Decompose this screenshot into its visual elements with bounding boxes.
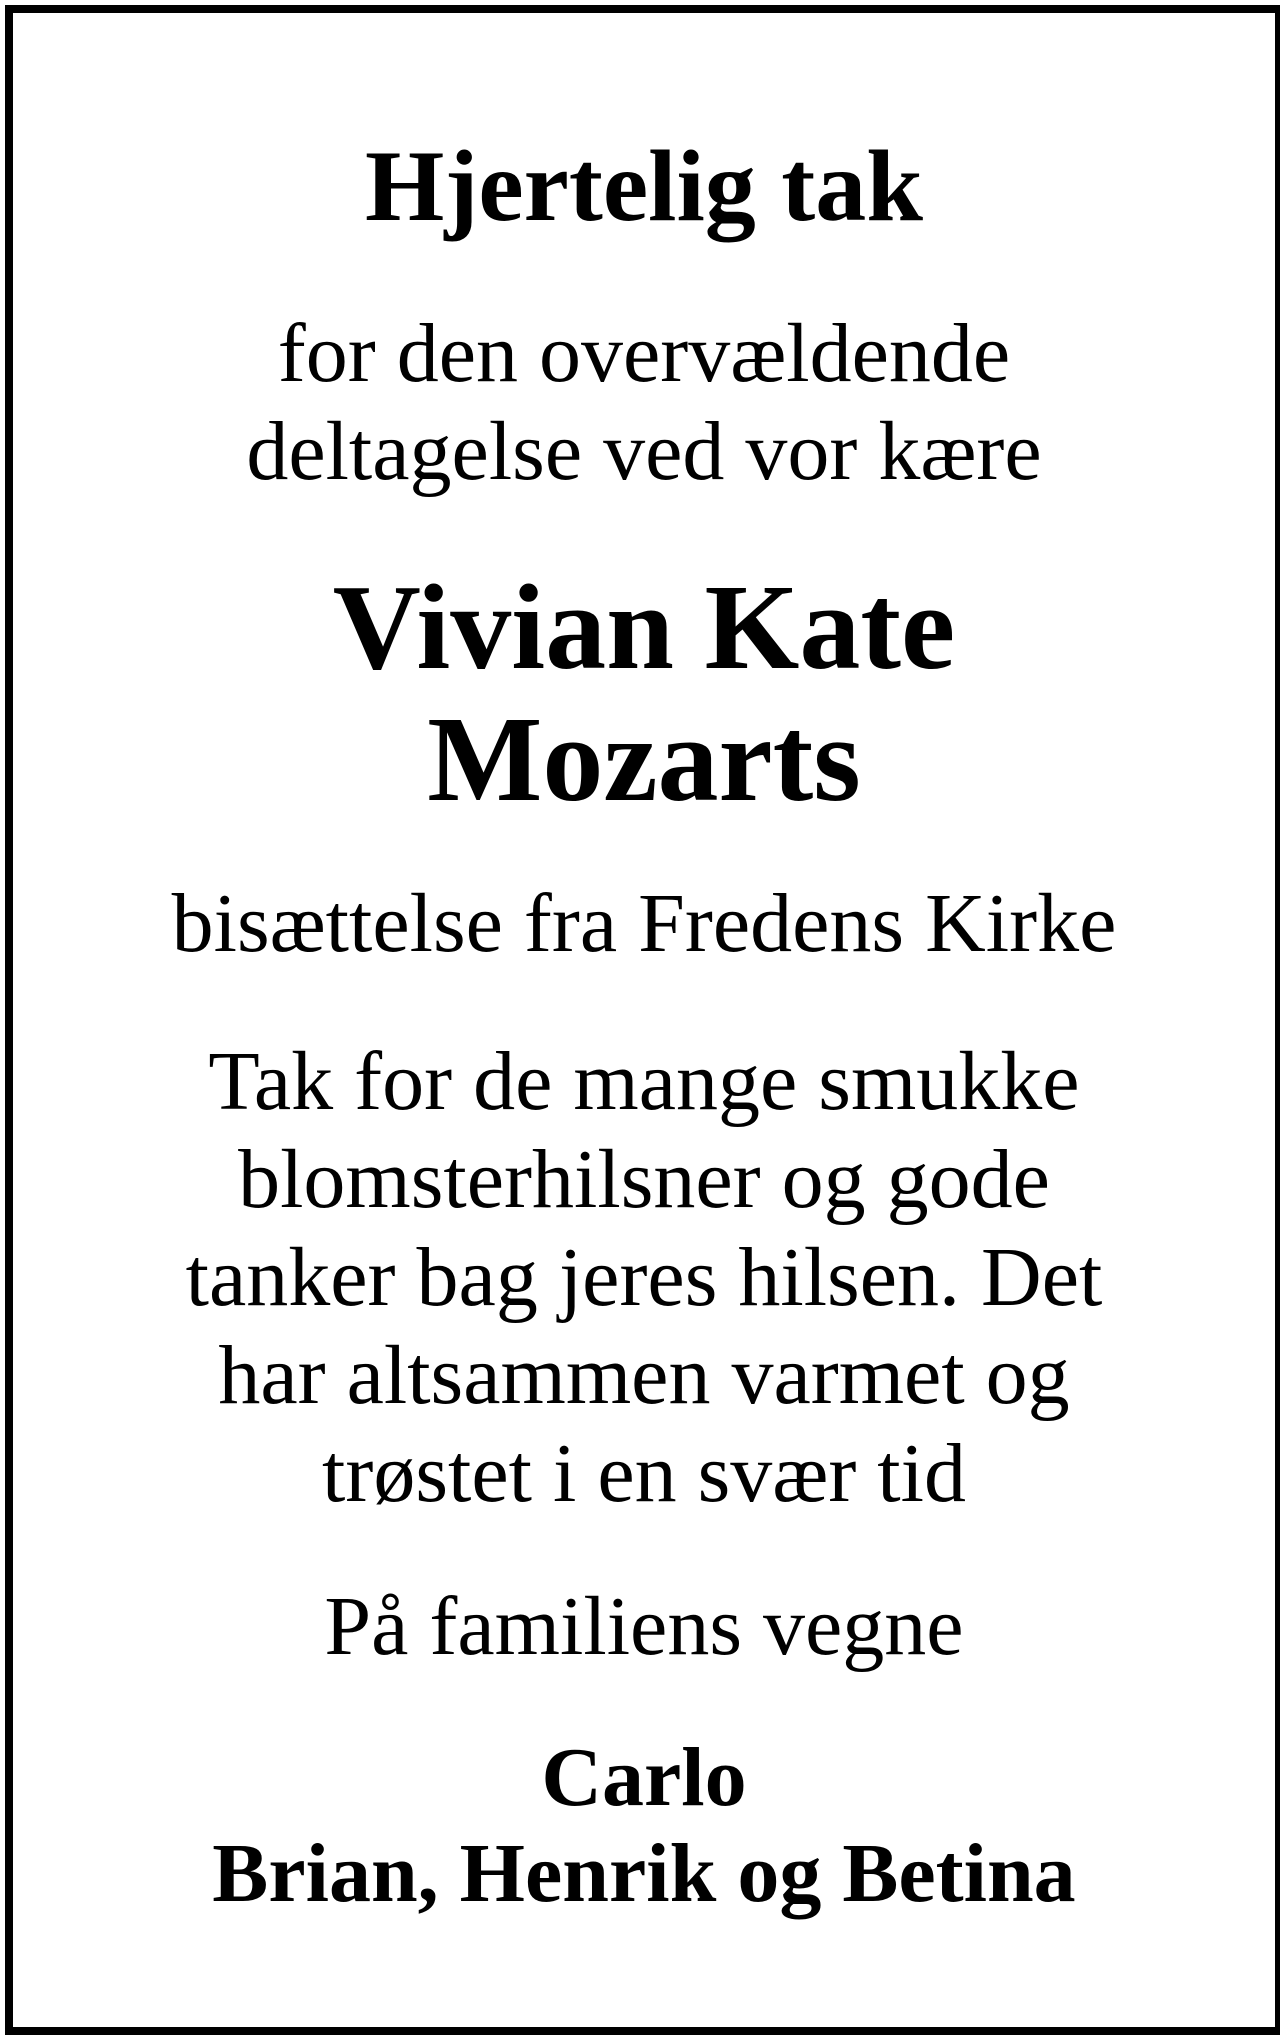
thanks-line: tanker bag jeres hilsen. Det <box>185 1231 1103 1324</box>
signer-line: Carlo <box>541 1731 747 1824</box>
deceased-name-line: Mozarts <box>427 692 861 827</box>
notice-content <box>13 13 1275 2027</box>
intro-text <box>13 305 1275 501</box>
signers <box>13 1730 1275 1922</box>
thanks-line: Tak for de mange smukke <box>208 1035 1080 1128</box>
thanks-line: blomsterhilsner og gode <box>238 1133 1050 1226</box>
deceased-name-line: Vivian Kate <box>332 560 956 695</box>
intro-line: for den overvældende <box>277 307 1011 400</box>
signer-line: Brian, Henrik og Betina <box>212 1827 1076 1920</box>
on-behalf-text: På familiens vegne <box>324 1580 964 1673</box>
deceased-name <box>13 562 1275 826</box>
intro-line: deltagelse ved vor kære <box>246 405 1042 498</box>
notice-border <box>5 5 1280 2035</box>
thanks-text <box>13 1033 1275 1523</box>
thanks-line: trøstet i en svær tid <box>322 1427 966 1520</box>
notice-heading: Hjertelig tak <box>365 130 923 243</box>
thanks-line: har altsammen varmet og <box>218 1329 1070 1422</box>
funeral-location: bisættelse fra Fredens Kirke <box>171 877 1117 970</box>
